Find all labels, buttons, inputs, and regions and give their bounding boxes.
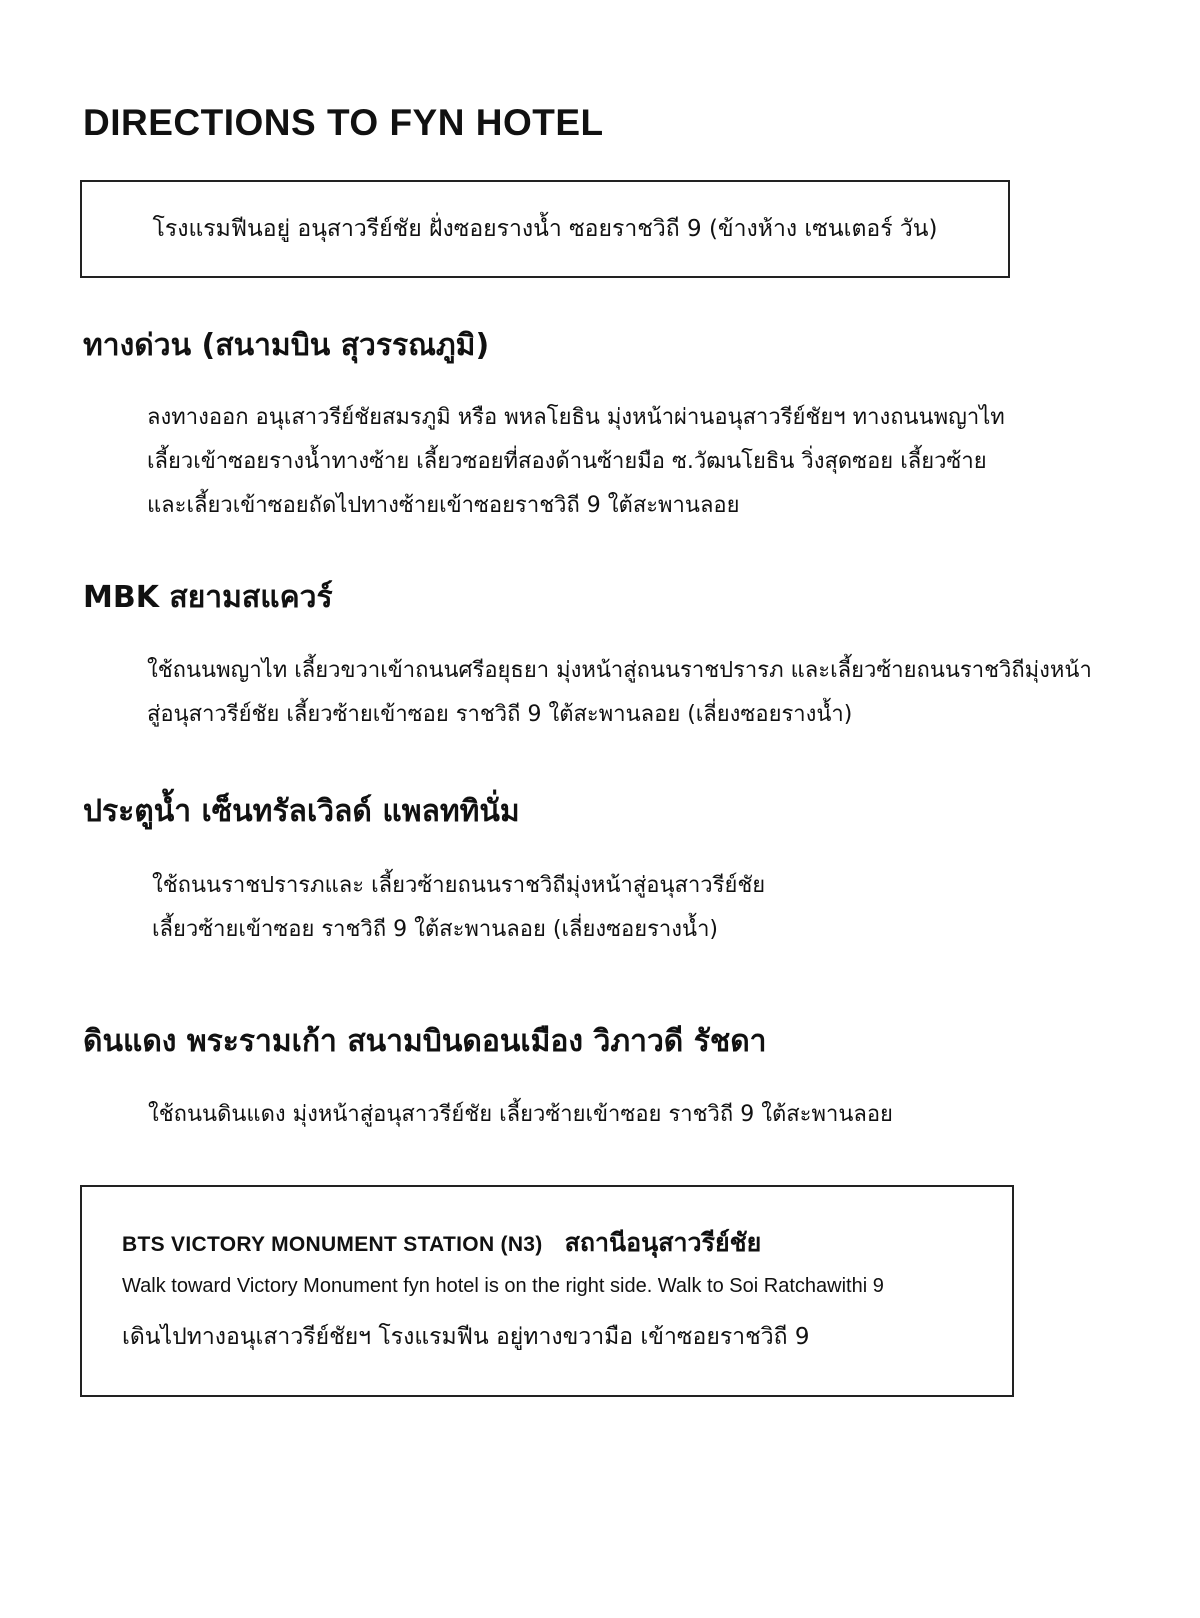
bts-directions-box <box>80 1185 1014 1397</box>
section-text-pratunam <box>152 864 765 952</box>
route-line: ใช้ถนนพญาไท เลี้ยวขวาเข้าถนนศรีอยุธยา มุ่งหน้าสู่ถนนราชปรารภ และเลี้ยวซ้ายถนนราชวิถีมุ่งหน้า <box>147 658 1092 683</box>
route-line: สู่อนุสาวรีย์ชัย เลี้ยวซ้ายเข้าซอย ราชวิถี 9 ใต้สะพานลอย (เลี่ยงซอยรางน้ำ) <box>147 702 853 727</box>
route-line: เลี้ยวซ้ายเข้าซอย ราชวิถี 9 ใต้สะพานลอย (เลี่ยงซอยรางน้ำ) <box>152 917 719 942</box>
hotel-location-text: โรงแรมฟีนอยู่ อนุสาวรีย์ชัย ฝั่งซอยรางน้ำ ซอยราชวิถี 9 (ข้างห้าง เซนเตอร์ วัน) <box>152 216 938 242</box>
route-line: เลี้ยวเข้าซอยรางน้ำทางซ้าย เลี้ยวซอยที่สองด้านซ้ายมือ ซ.วัฒนโยธิน วิ่งสุดซอย เลี้ยวซ้าย <box>147 449 987 474</box>
section-text-mbk <box>147 649 1092 737</box>
route-line: และเลี้ยวเข้าซอยถัดไปทางซ้ายเข้าซอยราชวิถี 9 ใต้สะพานลอย <box>147 493 740 518</box>
page-title: DIRECTIONS TO FYN HOTEL <box>83 102 604 143</box>
bts-directions-thai: เดินไปทางอนุเสาวรีย์ชัยฯ โรงแรมฟีน อยู่ทางขวามือ เข้าซอยราชวิถี 9 <box>122 1324 810 1350</box>
section-heading-mbk: MBK สยามสแควร์ <box>83 580 333 615</box>
section-heading-expressway: ทางด่วน (สนามบิน สุวรรณภูมิ) <box>83 328 490 363</box>
route-line: ใช้ถนนดินแดง มุ่งหน้าสู่อนุสาวรีย์ชัย เลี้ยวซ้ายเข้าซอย ราชวิถี 9 ใต้สะพานลอย <box>148 1102 893 1127</box>
bts-heading-english: BTS VICTORY MONUMENT STATION (N3) <box>122 1233 543 1256</box>
route-line: ลงทางออก อนุเสาวรีย์ชัยสมรภูมิ หรือ พหลโยธิน มุ่งหน้าผ่านอนุสาวรีย์ชัยฯ ทางถนนพญาไท <box>147 405 1005 430</box>
route-line: ใช้ถนนราชปรารภและ เลี้ยวซ้ายถนนราชวิถีมุ่งหน้าสู่อนุสาวรีย์ชัย <box>152 873 766 898</box>
bts-directions-english: Walk toward Victory Monument fyn hotel is on the right side. Walk to Soi Ratchawithi 9 <box>122 1275 884 1297</box>
hotel-location-box <box>80 180 1010 278</box>
section-heading-pratunam: ประตูน้ำ เซ็นทรัลเวิลด์ แพลททินั่ม <box>83 794 520 829</box>
bts-heading <box>122 1223 761 1263</box>
bts-heading-thai: สถานีอนุสาวรีย์ชัย <box>564 1228 762 1257</box>
section-text-dindaeng <box>148 1093 893 1137</box>
section-text-expressway <box>147 396 1005 528</box>
section-heading-dindaeng: ดินแดง พระรามเก้า สนามบินดอนเมือง วิภาวดี รัชดา <box>83 1024 767 1059</box>
